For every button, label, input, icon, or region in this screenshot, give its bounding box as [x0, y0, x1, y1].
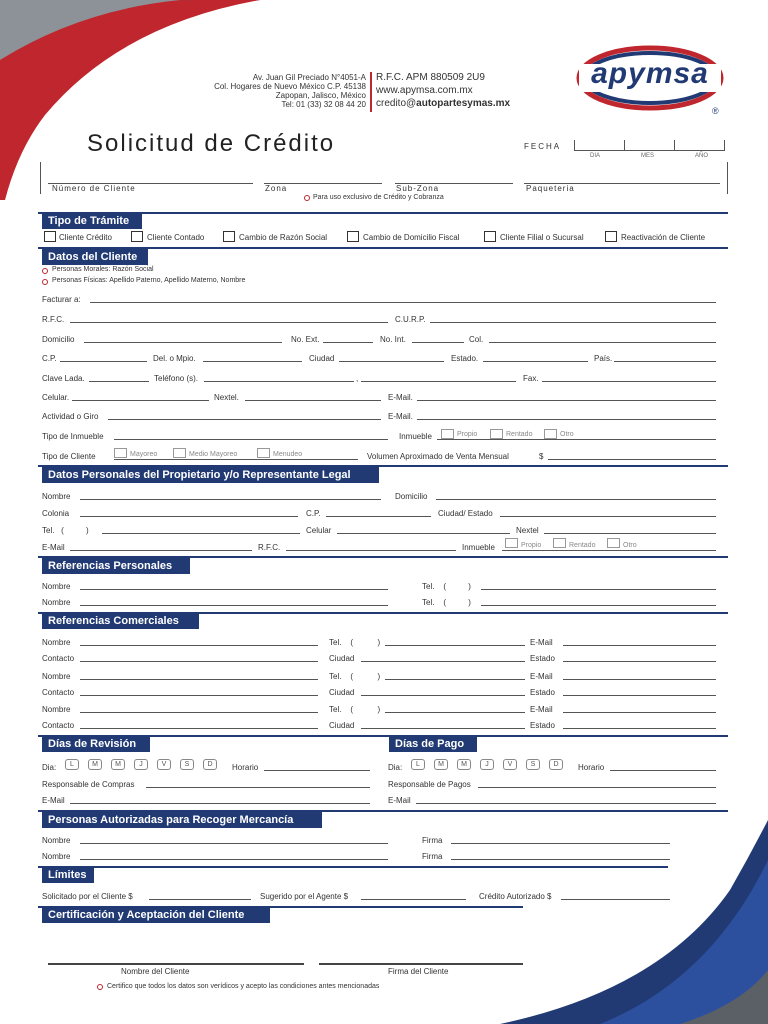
field-aut-firma-1[interactable]: [451, 843, 670, 844]
day-button-pago[interactable]: L: [411, 759, 425, 770]
label-horario-revision: Horario: [232, 763, 259, 772]
morales-note: Personas Morales: Razón Social: [52, 266, 154, 273]
section-ref-personales: Referencias Personales: [42, 558, 190, 574]
section-certificacion: Certificación y Aceptación del Cliente: [42, 907, 270, 923]
option-otro-rep: Otro: [623, 542, 637, 549]
label-curp: C.U.R.P.: [395, 315, 426, 324]
label-rfc: R.F.C.: [42, 315, 65, 324]
section-dias-pago: Días de Pago: [389, 736, 477, 752]
label-sugerido: Sugerido por el Agente $: [260, 892, 349, 901]
label-del-mpio: Del. o Mpio.: [153, 354, 196, 363]
field-no-ext[interactable]: [323, 342, 373, 343]
checkbox-cliente-filial[interactable]: [484, 231, 496, 242]
label-com-estado: Estado: [530, 688, 555, 697]
label-cp-rep: C.P.: [306, 509, 321, 518]
label-no-int: No. Int.: [380, 335, 406, 344]
field-com-nombre[interactable]: [80, 679, 318, 680]
option-propio: Propio: [457, 431, 478, 438]
checkbox-medio-mayoreo[interactable]: [173, 448, 186, 458]
address-line: Zapopan, Jalisco, México: [275, 91, 366, 100]
field-sugerido[interactable]: [361, 899, 466, 900]
label-tipo-inmueble: Tipo de Inmueble: [42, 432, 104, 441]
label-domicilio: Domicilio: [42, 335, 75, 344]
field-email-revision[interactable]: [70, 803, 370, 804]
checkbox-otro-rep[interactable]: [607, 538, 620, 548]
field-nextel-rep[interactable]: [544, 533, 716, 534]
field-col[interactable]: [489, 342, 716, 343]
section-tipo-tramite: Tipo de Trámite: [42, 213, 142, 229]
field-email-pago[interactable]: [416, 803, 716, 804]
label-clave-lada: Clave Lada.: [42, 374, 85, 383]
zona-label: Zona: [265, 184, 288, 193]
field-fax[interactable]: [542, 381, 716, 382]
label-firma-cliente: Firma del Cliente: [388, 967, 449, 976]
section-limites: Límites: [42, 867, 94, 883]
field-tipo-inmueble[interactable]: [114, 439, 388, 440]
field-nombre[interactable]: [80, 499, 381, 500]
label-com-nombre: Nombre: [42, 672, 71, 681]
section-datos-personales: Datos Personales del Propietario y/o Representante Legal: [42, 467, 379, 483]
field-com-ciudad[interactable]: [361, 661, 525, 662]
field-telefono-2[interactable]: [361, 381, 516, 382]
field-no-int[interactable]: [412, 342, 464, 343]
fecha-tick: [674, 140, 675, 151]
field-facturar[interactable]: [90, 302, 716, 303]
field-rfc[interactable]: [70, 322, 388, 323]
label-com-estado: Estado: [530, 654, 555, 663]
address-line: Av. Juan Gil Preciado N°4051-A: [252, 73, 366, 82]
field-autorizado[interactable]: [561, 899, 670, 900]
label-com-contacto: Contacto: [42, 688, 75, 697]
option-cliente-credito: Cliente Crédito: [59, 233, 112, 242]
address-line: Col. Hogares de Nuevo México C.P. 45138: [214, 82, 366, 91]
subzona-label: Sub-Zona: [396, 184, 440, 193]
label-horario-pago: Horario: [578, 763, 605, 772]
label-fax: Fax.: [523, 374, 539, 383]
checkbox-menudeo[interactable]: [257, 448, 270, 458]
field-email-2[interactable]: [417, 419, 716, 420]
option-rentado: Rentado: [506, 431, 533, 438]
label-domicilio-rep: Domicilio: [395, 492, 428, 501]
bullet-icon: [42, 279, 48, 285]
option-otro: Otro: [560, 431, 574, 438]
field-actividad[interactable]: [108, 419, 381, 420]
field-com-email[interactable]: [563, 645, 716, 646]
field-pais[interactable]: [614, 361, 716, 362]
label-celular: Celular.: [42, 393, 70, 402]
label-dia-pago: Dia:: [388, 763, 403, 772]
credito-note: Para uso exclusivo de Crédito y Cobranza: [313, 194, 444, 201]
label-com-nombre: Nombre: [42, 638, 71, 647]
label-aut-firma-2: Firma: [422, 852, 443, 861]
field-tel-rep[interactable]: [102, 533, 300, 534]
section-rule: [38, 866, 668, 868]
option-rentado-rep: Rentado: [569, 542, 596, 549]
company-address: [190, 73, 366, 109]
day-button-pago[interactable]: M: [457, 759, 471, 770]
field-aut-firma-2[interactable]: [451, 859, 670, 860]
label-aut-nombre-1: Nombre: [42, 836, 71, 845]
field-com-email[interactable]: [563, 679, 716, 680]
label-volumen: Volumen Aproximado de Venta Mensual: [367, 452, 509, 461]
field-ref-tel-1[interactable]: [481, 589, 716, 590]
top-fields-frame-right: [727, 162, 728, 194]
note-bullet-icon: [97, 984, 103, 990]
field-domicilio[interactable]: [84, 342, 282, 343]
label-email-revision: E-Mail: [42, 796, 65, 805]
field-horario-revision[interactable]: [264, 770, 370, 771]
label-actividad: Actividad o Giro: [42, 412, 99, 421]
registered-mark: ®: [712, 106, 719, 116]
label-pais: País.: [594, 354, 613, 363]
field-responsable-pago[interactable]: [478, 787, 716, 788]
option-propio-rep: Propio: [521, 542, 542, 549]
field-volumen[interactable]: [548, 459, 716, 460]
checkbox-propio[interactable]: [441, 429, 454, 439]
section-ref-comerciales: Referencias Comerciales: [42, 613, 199, 629]
page-title: Solicitud de Crédito: [87, 130, 336, 157]
field-solicitado[interactable]: [149, 899, 251, 900]
day-button-pago[interactable]: V: [503, 759, 517, 770]
field-com-contacto[interactable]: [80, 661, 318, 662]
field-com-tel[interactable]: [385, 645, 525, 646]
company-rfc: R.F.C. APM 880509 2U9: [376, 72, 485, 83]
label-nextel: Nextel.: [214, 393, 239, 402]
fecha-mes: MES: [641, 153, 655, 159]
day-button-pago[interactable]: D: [549, 759, 563, 770]
field-com-nombre[interactable]: [80, 712, 318, 713]
field-cp-rep[interactable]: [326, 516, 431, 517]
checkbox-propio-rep[interactable]: [505, 538, 518, 548]
label-tel-rep: Tel. ( ): [42, 526, 89, 535]
label-autorizado: Crédito Autorizado $: [479, 892, 552, 901]
field-com-nombre[interactable]: [80, 645, 318, 646]
company-contact: [376, 71, 510, 110]
label-com-tel: Tel. ( ): [329, 672, 381, 681]
day-button-revision[interactable]: S: [180, 759, 194, 770]
checkbox-reactivacion[interactable]: [605, 231, 617, 242]
address-line: Tel: 01 (33) 32 08 44 20: [281, 100, 366, 109]
certificacion-note: Certifico que todos los datos son verídicos y acepto las condiciones antes mencionadas: [107, 983, 380, 990]
field-cp[interactable]: [60, 361, 147, 362]
field-email[interactable]: [417, 400, 716, 401]
checkbox-cambio-razon[interactable]: [223, 231, 235, 242]
company-web: www.apymsa.com.mx: [376, 85, 473, 96]
field-inmueble[interactable]: [437, 439, 716, 440]
day-button-pago[interactable]: S: [526, 759, 540, 770]
fecha-line: [574, 150, 724, 151]
field-ciudad[interactable]: [339, 361, 444, 362]
fecha-label: FECHA: [524, 142, 562, 151]
section-personas-autorizadas: Personas Autorizadas para Recoger Mercancía: [42, 812, 322, 828]
header-divider: [370, 72, 372, 112]
label-com-email: E-Mail: [530, 672, 553, 681]
label-estado: Estado.: [451, 354, 479, 363]
day-button-revision[interactable]: M: [88, 759, 102, 770]
fecha-anio: AÑO: [695, 153, 709, 159]
bottom-right-swoosh: [480, 820, 768, 1024]
field-com-email[interactable]: [563, 712, 716, 713]
label-ref-tel-2: Tel. ( ): [422, 598, 471, 607]
label-nombre-cliente: Nombre del Cliente: [121, 967, 190, 976]
label-com-nombre: Nombre: [42, 705, 71, 714]
field-telefono[interactable]: [204, 381, 354, 382]
section-datos-cliente: Datos del Cliente: [42, 249, 148, 265]
label-aut-firma-1: Firma: [422, 836, 443, 845]
fisicas-note: Personas Físicas: Apellido Paterno, Apellido Materno, Nombre: [52, 277, 246, 284]
label-com-ciudad: Ciudad: [329, 721, 355, 730]
label-responsable-pago: Responsable de Pagos: [388, 780, 471, 789]
option-mayoreo: Mayoreo: [130, 451, 158, 458]
field-estado[interactable]: [483, 361, 588, 362]
label-ciudad: Ciudad: [309, 354, 335, 363]
field-ciudad-estado[interactable]: [500, 516, 716, 517]
field-horario-pago[interactable]: [610, 770, 716, 771]
label-col: Col.: [469, 335, 484, 344]
label-nextel-rep: Nextel: [516, 526, 539, 535]
label-nombre: Nombre: [42, 492, 71, 501]
note-bullet-icon: [304, 195, 310, 201]
field-email-rep[interactable]: [70, 550, 252, 551]
label-com-contacto: Contacto: [42, 654, 75, 663]
field-ref-tel-2[interactable]: [481, 605, 716, 606]
field-colonia[interactable]: [80, 516, 298, 517]
label-responsable-revision: Responsable de Compras: [42, 780, 135, 789]
label-email-pago: E-Mail: [388, 796, 411, 805]
field-rfc-rep[interactable]: [286, 550, 456, 551]
label-com-estado: Estado: [530, 721, 555, 730]
field-com-tel[interactable]: [385, 679, 525, 680]
label-facturar: Facturar a:: [42, 295, 81, 304]
checkbox-rentado[interactable]: [490, 429, 503, 439]
field-com-contacto[interactable]: [80, 728, 318, 729]
fecha-tick: [574, 140, 575, 151]
checkbox-rentado-rep[interactable]: [553, 538, 566, 548]
label-com-tel: Tel. ( ): [329, 638, 381, 647]
numero-cliente-label: Número de Cliente: [52, 184, 136, 193]
day-button-pago[interactable]: J: [480, 759, 494, 770]
field-ref-nombre-1[interactable]: [80, 589, 388, 590]
day-button-pago[interactable]: M: [434, 759, 448, 770]
day-button-revision[interactable]: L: [65, 759, 79, 770]
label-com-ciudad: Ciudad: [329, 688, 355, 697]
day-button-revision[interactable]: D: [203, 759, 217, 770]
field-aut-nombre-2[interactable]: [80, 859, 388, 860]
day-button-revision[interactable]: M: [111, 759, 125, 770]
field-com-ciudad[interactable]: [361, 728, 525, 729]
field-del-mpio[interactable]: [203, 361, 302, 362]
top-fields-frame-left: [40, 162, 41, 194]
field-com-estado[interactable]: [563, 661, 716, 662]
field-firma-cliente[interactable]: [319, 963, 523, 965]
bullet-icon: [42, 268, 48, 274]
option-menudeo: Menudeo: [273, 451, 303, 458]
label-no-ext: No. Ext.: [291, 335, 320, 344]
label-ref-nombre-2: Nombre: [42, 598, 71, 607]
label-tipo-cliente: Tipo de Cliente: [42, 452, 96, 461]
option-cliente-contado: Cliente Contado: [147, 233, 205, 242]
field-domicilio-rep[interactable]: [436, 499, 716, 500]
label-inmueble: Inmueble: [399, 432, 432, 441]
field-celular[interactable]: [72, 400, 209, 401]
label-aut-nombre-2: Nombre: [42, 852, 71, 861]
day-button-revision[interactable]: V: [157, 759, 171, 770]
option-medio-mayoreo: Medio Mayoreo: [189, 451, 238, 458]
field-com-ciudad[interactable]: [361, 695, 525, 696]
label-com-ciudad: Ciudad: [329, 654, 355, 663]
field-responsable-revision[interactable]: [146, 787, 370, 788]
field-ref-nombre-2[interactable]: [80, 605, 388, 606]
section-dias-revision: Días de Revisión: [42, 736, 150, 752]
company-email: credito@autopartesymas.mx: [376, 98, 511, 109]
label-email-2: E-Mail.: [388, 412, 413, 421]
label-ref-tel-1: Tel. ( ): [422, 582, 471, 591]
option-cambio-domicilio: Cambio de Domicilio Fiscal: [363, 233, 460, 242]
label-telefono: Teléfono (s).: [154, 374, 199, 383]
label-rfc-rep: R.F.C.: [258, 543, 281, 552]
label-email: E-Mail.: [388, 393, 413, 402]
field-com-tel[interactable]: [385, 712, 525, 713]
field-aut-nombre-1[interactable]: [80, 843, 388, 844]
label-ciudad-estado: Ciudad/ Estado: [438, 509, 493, 518]
label-cp: C.P.: [42, 354, 57, 363]
label-ref-nombre-1: Nombre: [42, 582, 71, 591]
day-button-revision[interactable]: J: [134, 759, 148, 770]
checkbox-cambio-domicilio[interactable]: [347, 231, 359, 242]
label-celular-rep: Celular: [306, 526, 332, 535]
field-com-estado[interactable]: [563, 728, 716, 729]
field-com-estado[interactable]: [563, 695, 716, 696]
label-dia-revision: Dia:: [42, 763, 57, 772]
option-reactivacion: Reactivación de Cliente: [621, 233, 706, 242]
label-com-email: E-Mail: [530, 638, 553, 647]
field-com-contacto[interactable]: [80, 695, 318, 696]
field-clave-lada[interactable]: [89, 381, 149, 382]
field-inmueble-rep[interactable]: [502, 550, 716, 551]
option-cliente-filial: Cliente Filial o Sucursal: [500, 233, 584, 242]
paqueteria-label: Paqueteria: [526, 184, 575, 193]
label-solicitado: Solicitado por el Cliente $: [42, 892, 133, 901]
label-email-rep: E-Mail: [42, 543, 65, 552]
option-cambio-razon: Cambio de Razón Social: [239, 233, 328, 242]
logo-text: apymsa: [591, 57, 709, 90]
label-com-email: E-Mail: [530, 705, 553, 714]
field-nombre-cliente[interactable]: [48, 963, 304, 965]
checkbox-cliente-contado[interactable]: [131, 231, 143, 242]
label-com-contacto: Contacto: [42, 721, 75, 730]
checkbox-cliente-credito[interactable]: [44, 231, 56, 242]
field-celular-rep[interactable]: [337, 533, 510, 534]
label-colonia: Colonia: [42, 509, 70, 518]
checkbox-mayoreo[interactable]: [114, 448, 127, 458]
field-nextel[interactable]: [245, 400, 381, 401]
label-inmueble-rep: Inmueble: [462, 543, 495, 552]
label-com-tel: Tel. ( ): [329, 705, 381, 714]
label-dollar: $: [539, 452, 544, 461]
fecha-tick: [724, 140, 725, 151]
fecha-tick: [624, 140, 625, 151]
fecha-dia: DIA: [590, 153, 601, 159]
field-tipo-cliente[interactable]: [114, 459, 358, 460]
telefono-separator: ,: [356, 374, 359, 383]
field-curp[interactable]: [430, 322, 716, 323]
checkbox-otro[interactable]: [544, 429, 557, 439]
